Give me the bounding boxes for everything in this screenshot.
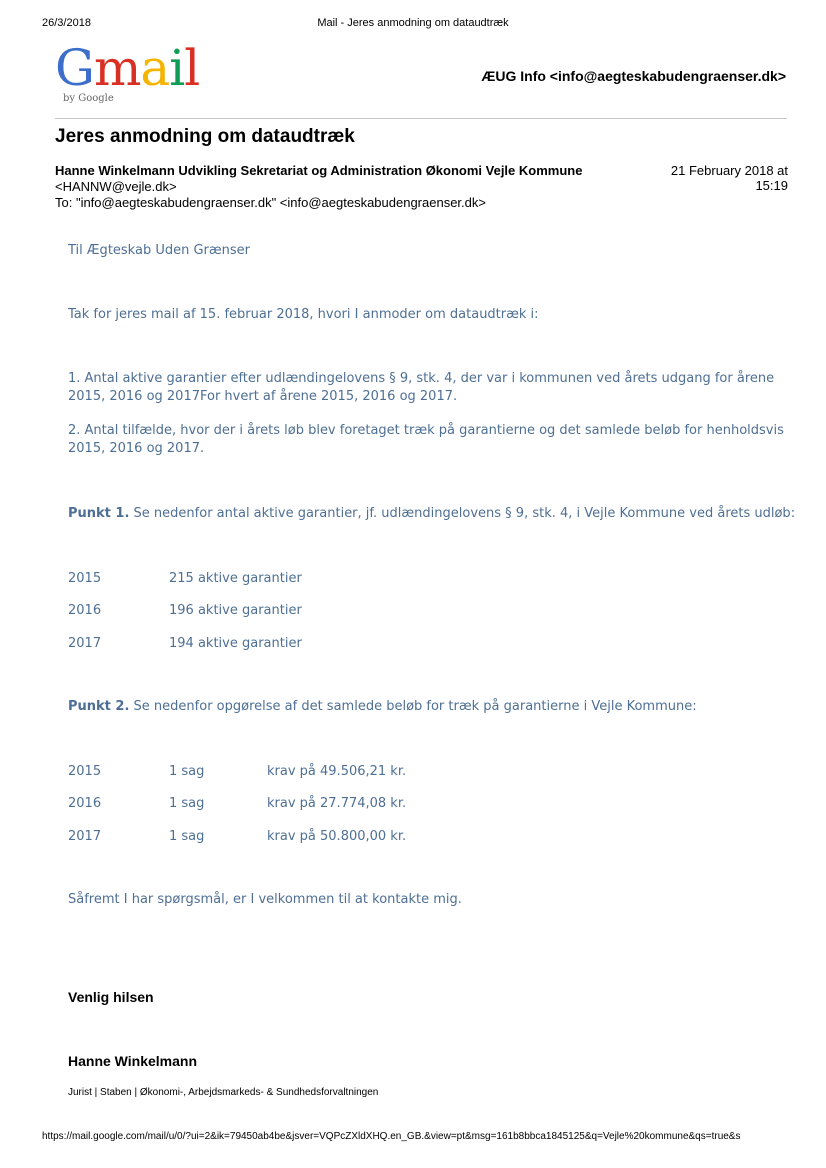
message-subject: Jeres anmodning om dataudtræk — [55, 126, 355, 147]
print-footer-url: https://mail.google.com/mail/u/0/?ui=2&ik=79450ab4be&jsver=VQPcZXldXHQ.en_GB.&view=pt&msg=161b8bbca1845125&q=Vejle%20kommune&qs=true&s — [42, 1131, 741, 1142]
guarantee-year: 2017 — [68, 636, 102, 651]
claim-cases: 1 sag — [169, 829, 205, 844]
print-title: Mail - Jeres anmodning om dataudtræk — [317, 17, 509, 29]
claim-amount: krav på 27.774,08 kr. — [267, 796, 407, 811]
request-item-1-line-1: 1. Antal aktive garantier efter udlændingelovens § 9, stk. 4, der var i kommunen ved årets udgang for årene — [68, 371, 775, 386]
punkt-1-label: Punkt 1. — [68, 506, 130, 521]
recipient-line: To: "info@aegteskabudengraenser.dk" <info@aegteskabudengraenser.dk> — [55, 195, 486, 210]
logo-letter-i: i — [169, 39, 185, 97]
request-item-2-line-2: 2015, 2016 og 2017. — [68, 441, 205, 456]
claim-cases: 1 sag — [169, 796, 205, 811]
logo-letter-m: m — [93, 39, 141, 97]
punkt-2-text: Se nedenfor opgørelse af det samlede beløb for træk på garantierne i Vejle Kommune: — [129, 699, 697, 714]
body-closing: Såfremt I har spørgsmål, er I velkommen til at kontakte mig. — [68, 892, 462, 907]
guarantee-year: 2015 — [68, 571, 102, 586]
claim-year: 2015 — [68, 764, 102, 779]
gmail-wordmark — [55, 40, 199, 96]
claim-year: 2016 — [68, 796, 102, 811]
message-date — [628, 163, 788, 193]
sender-email: <HANNW@vejle.dk> — [55, 179, 177, 194]
guarantee-count: 194 aktive garantier — [169, 636, 302, 651]
guarantee-count: 215 aktive garantier — [169, 571, 302, 586]
sender-name: Hanne Winkelmann Udvikling Sekretariat og Administration Økonomi Vejle Kommune — [55, 163, 583, 178]
header-divider — [55, 118, 787, 119]
logo-letter-g: G — [55, 39, 94, 97]
logo-letter-a: a — [140, 39, 170, 97]
request-item-2 — [68, 422, 784, 458]
punkt-2-heading — [68, 698, 697, 716]
gmail-logo[interactable] — [55, 39, 200, 108]
signature-name: Hanne Winkelmann — [68, 1053, 198, 1069]
guarantee-year: 2016 — [68, 603, 102, 618]
claim-amount: krav på 50.800,00 kr. — [267, 829, 407, 844]
logo-byline: by Google — [63, 93, 114, 104]
print-date: 26/3/2018 — [42, 17, 91, 29]
signature-title: Jurist | Staben | Økonomi-, Arbejdsmarkeds- & Sundhedsforvaltningen — [68, 1087, 379, 1098]
request-item-1-line-2: 2015, 2016 og 2017For hvert af årene 2015, 2016 og 2017. — [68, 389, 458, 404]
request-item-2-line-1: 2. Antal tilfælde, hvor der i årets løb blev foretaget træk på garantierne og det samlede beløb for henholdsvis — [68, 423, 784, 438]
punkt-1-heading — [68, 505, 795, 523]
punkt-1-text: Se nedenfor antal aktive garantier, jf. udlændingelovens § 9, stk. 4, i Vejle Kommune ved årets udløb: — [129, 506, 796, 521]
account-label: ÆUG Info <info@aegteskabudengraenser.dk> — [481, 68, 786, 84]
claim-amount: krav på 49.506,21 kr. — [267, 764, 407, 779]
body-greeting: Til Ægteskab Uden Grænser — [68, 243, 251, 258]
logo-letter-l: l — [184, 39, 200, 97]
body-intro: Tak for jeres mail af 15. februar 2018, hvori I anmoder om dataudtræk i: — [68, 307, 539, 322]
request-item-1 — [68, 370, 774, 406]
punkt-2-label: Punkt 2. — [68, 699, 130, 714]
claim-cases: 1 sag — [169, 764, 205, 779]
guarantee-count: 196 aktive garantier — [169, 603, 302, 618]
claim-year: 2017 — [68, 829, 102, 844]
message-date-time: 15:19 — [755, 178, 788, 193]
message-date-day: 21 February 2018 at — [670, 163, 788, 178]
signature-regards: Venlig hilsen — [68, 989, 154, 1005]
